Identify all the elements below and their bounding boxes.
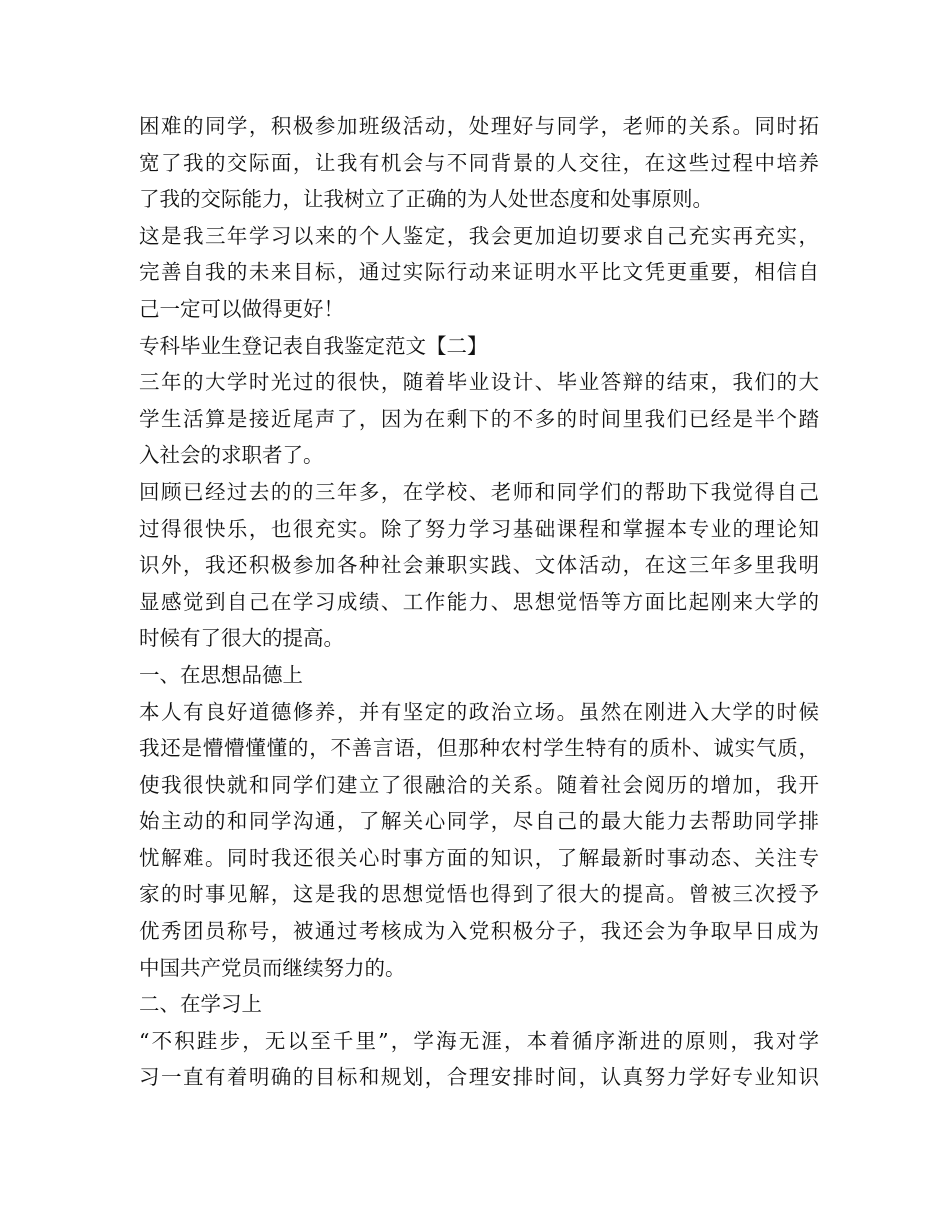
document-body [139,108,819,1096]
text-line: 过得很快乐，也很充实。除了努力学习基础课程和掌握本专业的理论知 [139,516,819,541]
text-line: 二、在学习上 [139,992,262,1017]
text-line: 一、在思想品德上 [139,662,303,687]
text-line: 始主动的和同学沟通，了解关心同学，尽自己的最大能力去帮助同学排 [139,809,819,834]
text-line: 完善自我的未来目标，通过实际行动来证明水平比文凭更重要，相信自 [139,260,819,285]
text-line: 使我很快就和同学们建立了很融洽的关系。随着社会阅历的增加，我开 [139,772,819,797]
text-line: 己一定可以做得更好！ [139,296,344,321]
text-line: 时候有了很大的提高。 [139,626,344,651]
text-line: 入社会的求职者了。 [139,443,324,468]
text-line: 学生活算是接近尾声了，因为在剩下的不多的时间里我们已经是半个踏 [139,406,819,431]
text-line: 我还是懵懵懂懂的，不善言语，但那种农村学生特有的质朴、诚实气质， [139,736,819,761]
text-line: 宽了我的交际面，让我有机会与不同背景的人交往，在这些过程中培养 [139,150,819,175]
text-line: 中国共产党员而继续努力的。 [139,955,406,980]
text-line: “不积跬步，无以至千里”，学海无涯，本着循序渐进的原则，我对学 [139,1028,819,1053]
text-line: 显感觉到自己在学习成绩、工作能力、思想觉悟等方面比起刚来大学的 [139,589,819,614]
text-line: 回顾已经过去的的三年多，在学校、老师和同学们的帮助下我觉得自己 [139,479,819,504]
text-line: 本人有良好道德修养，并有坚定的政治立场。虽然在刚进入大学的时候 [139,699,819,724]
text-line: 困难的同学，积极参加班级活动，处理好与同学，老师的关系。同时拓 [139,114,819,138]
text-line: 专科毕业生登记表自我鉴定范文【二】 [139,333,488,358]
text-line: 这是我三年学习以来的个人鉴定，我会更加迫切要求自己充实再充实， [139,223,819,248]
text-line: 习一直有着明确的目标和规划，合理安排时间，认真努力学好专业知识 [139,1065,819,1090]
text-line: 优秀团员称号，被通过考核成为入党积极分子，我还会为争取早日成为 [139,919,819,944]
text-line: 了我的交际能力，让我树立了正确的为人处世态度和处事原则。 [139,187,713,212]
text-line: 忧解难。同时我还很关心时事方面的知识，了解最新时事动态、关注专 [139,845,819,870]
text-line: 识外，我还积极参加各种社会兼职实践、文体活动，在这三年多里我明 [139,553,819,578]
text-line: 家的时事见解，这是我的思想觉悟也得到了很大的提高。曾被三次授予 [139,882,819,907]
text-line: 三年的大学时光过的很快，随着毕业设计、毕业答辩的结束，我们的大 [139,370,819,395]
